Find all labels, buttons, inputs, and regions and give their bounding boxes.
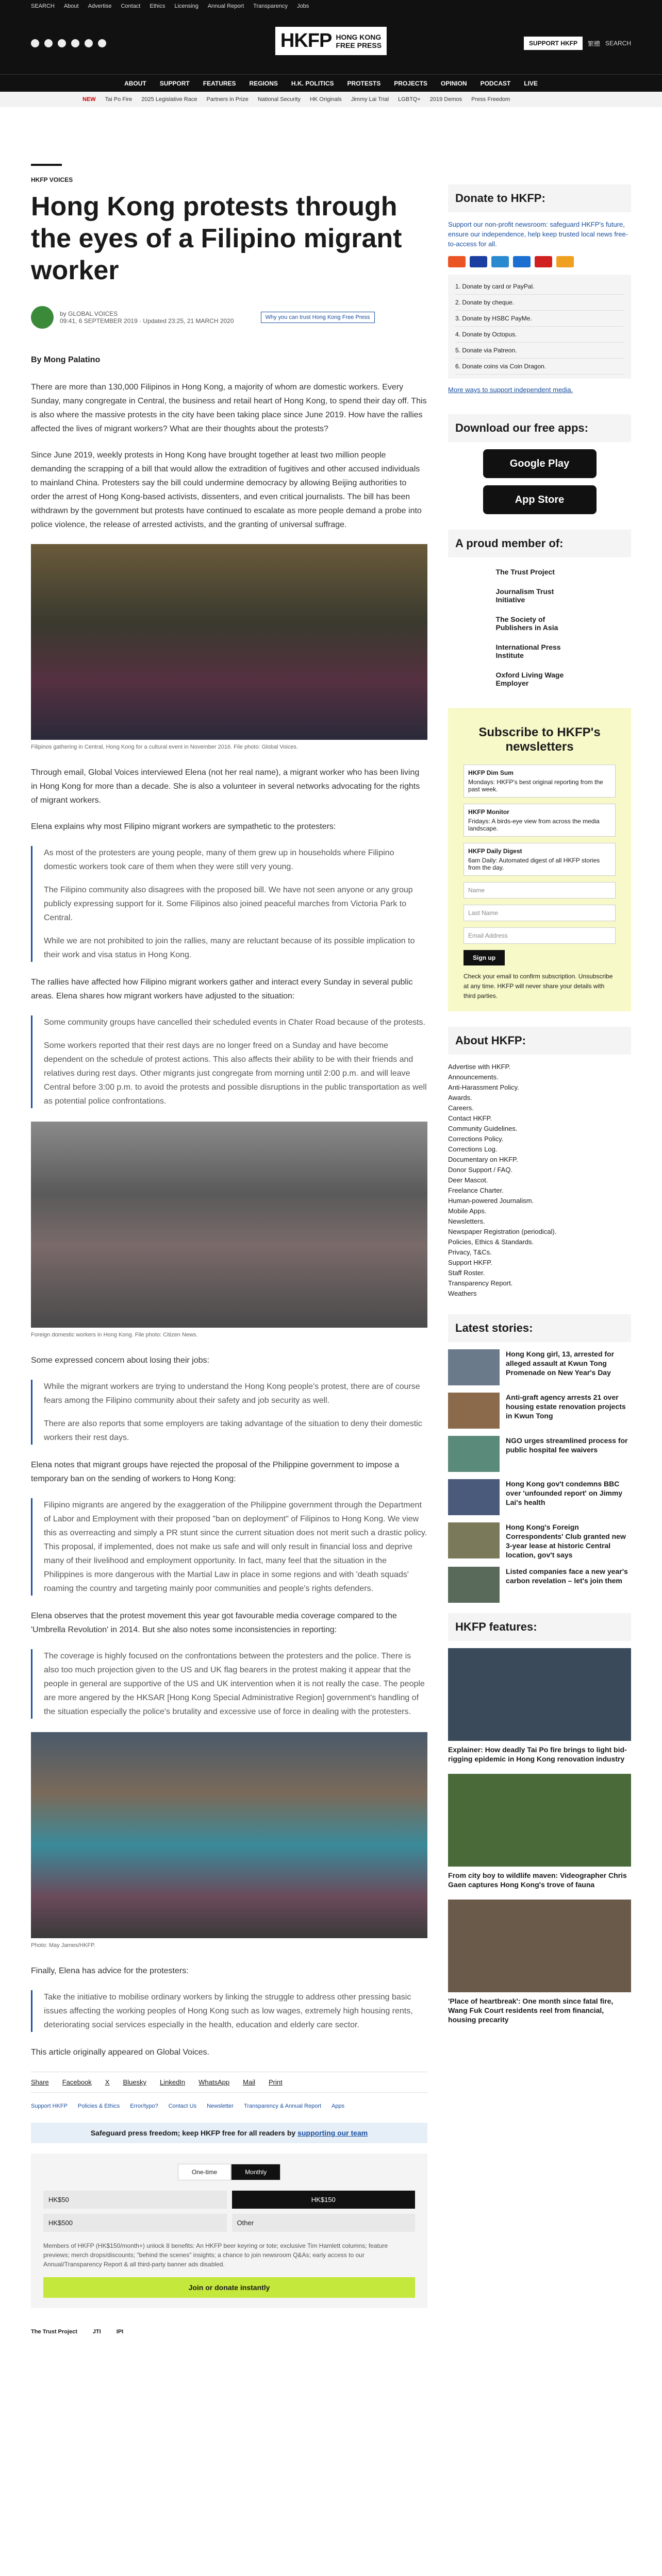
newsletter-name: HKFP Daily Digest bbox=[468, 848, 522, 855]
article-title: Hong Kong protests through the eyes of a Filipino migrant worker bbox=[31, 192, 402, 285]
story-thumbnail bbox=[448, 1567, 500, 1603]
quote-text: Take the initiative to mobilise ordinary workers by linking the struggle to address other pressing basic issues affecting the working peoples of Hong Kong such as low wages, extremely high housing rents, deteriorating social services especially in the health, education and elderly care sector. bbox=[44, 1993, 413, 2029]
share-bluesky[interactable]: Bluesky bbox=[123, 2078, 146, 2086]
quote-text: While the migrant workers are trying to understand the Hong Kong people's protest, there are of course fears among the Filipino community about their safety and job security as well. bbox=[44, 1382, 420, 1405]
feature-title[interactable]: From city boy to wildlife maven: Videographer Chris Gaen captures Hong Kong's trove of fauna bbox=[448, 1871, 627, 1889]
byline-org[interactable]: by GLOBAL VOICES bbox=[60, 310, 118, 317]
trend-link[interactable]: Jimmy Lai Trial bbox=[351, 96, 389, 103]
quote-text: Some community groups have cancelled their scheduled events in Chater Road because of the protests. bbox=[44, 1018, 425, 1027]
trend-link[interactable]: National Security bbox=[257, 96, 301, 103]
share-bar bbox=[31, 2072, 427, 2093]
latest-story[interactable] bbox=[448, 1479, 631, 1515]
latest-story[interactable] bbox=[448, 1522, 631, 1560]
new-badge: NEW bbox=[82, 96, 96, 103]
card-icon bbox=[448, 256, 466, 267]
footer-link[interactable]: Support HKFP bbox=[31, 2103, 68, 2109]
header-search-link[interactable]: SEARCH bbox=[605, 40, 631, 47]
about-link[interactable]: Corrections Policy. bbox=[448, 1135, 504, 1143]
donate-step[interactable]: 4. Donate by Octopus. bbox=[455, 327, 624, 343]
donate-step[interactable]: 1. Donate by card or PayPal. bbox=[455, 279, 624, 295]
paragraph: Since June 2019, weekly protests in Hong Kong have brought together at least two million people demanding the scrapping of a bill that would allow the extradition of fugitives and other accused individuals to mainland China. Protesters say the bill could undermine democracy by allowing Beijing authorities to order the arrest of Hong Kong-based activists, dissenters, and even critical journalists. The bill has been withdrawn by the government but protests have continued to escalate as more people demand a probe into police violence, the release of arrested activists, and the granting of universal suffrage. bbox=[31, 451, 422, 529]
about-widget-title: About HKFP: bbox=[448, 1027, 631, 1055]
nav-politics[interactable]: H.K. POLITICS bbox=[291, 79, 334, 87]
amount-option[interactable]: HK$500 bbox=[43, 2214, 227, 2232]
paragraph: There are more than 130,000 Filipinos in Hong Kong, a majority of whom are domestic workers. Every Sunday, many congregate in Central, the business and retail heart of Hong Kong, to spend their day off. This is also where the massive protests in the city have been taking place since June 2019. How have the rallies affected the lives of migrant workers? What are their thoughts about the protests? bbox=[31, 383, 427, 433]
nav-about[interactable]: ABOUT bbox=[124, 79, 146, 87]
story-title[interactable]: Listed companies face a new year's carbon revelation – let's join them bbox=[506, 1567, 628, 1585]
about-link[interactable]: Transparency Report. bbox=[448, 1279, 513, 1287]
member-logo[interactable]: International Press Institute bbox=[495, 643, 561, 659]
about-link[interactable]: Human-powered Journalism. bbox=[448, 1197, 534, 1205]
newsletter-note: Check your email to confirm subscription. Unsubscribe at any time. HKFP will never share your details with third parties. bbox=[464, 973, 613, 999]
article-kicker[interactable]: HKFP VOICES bbox=[31, 176, 73, 183]
feature-image bbox=[448, 1774, 631, 1867]
youtube-icon[interactable] bbox=[71, 39, 79, 47]
top-link-about[interactable]: About bbox=[63, 3, 79, 9]
top-bar bbox=[0, 0, 662, 12]
donate-step[interactable]: 3. Donate by HSBC PayMe. bbox=[455, 311, 624, 327]
member-logo[interactable]: The Society of Publishers in Asia bbox=[495, 615, 558, 632]
article-footer-links bbox=[31, 2103, 427, 2109]
paragraph: Through email, Global Voices interviewed Elena (not her real name), a migrant worker who has been living in Hong Kong for more than a decade. She is also a volunteer in several networks advocating for the rights of migrant workers. bbox=[31, 768, 420, 805]
quote-text: Filipino migrants are angered by the exaggeration of the Philippine government through the Department of Labor and Employment with their proposed "ban on deployment" of Filipinos to Hong Kong. We view this as overreacting and simply a PR stunt since the current situation does not merit such a drastic policy. This proposal, if implemented, does not make us safe and will only result in financial loss and deprive many of their livelihood and employment opportunity. In fact, many feel that the situation in the Philippines is more dangerous with the Martial Law in place in some regions and with 'death squads' roaming the country and targeting mainly poor communities and people's rights defenders. bbox=[44, 1501, 427, 1593]
about-link[interactable]: Freelance Charter. bbox=[448, 1187, 504, 1194]
top-link-ethics[interactable]: Ethics bbox=[150, 3, 166, 9]
quote-block bbox=[31, 1015, 427, 1108]
global-voices-avatar bbox=[31, 306, 54, 329]
apps-widget-title: Download our free apps: bbox=[448, 414, 631, 442]
join-donate-button[interactable]: Join or donate instantly bbox=[43, 2277, 415, 2298]
paragraph: This article originally appeared on Global Voices. bbox=[31, 2048, 209, 2057]
story-thumbnail bbox=[448, 1349, 500, 1385]
donate-step[interactable]: 6. Donate coins via Coin Dragon. bbox=[455, 359, 624, 375]
quote-text: The Filipino community also disagrees with the proposed bill. We have not seen anyone or any group publicly expressing support for it. Some Filipinos also joined peaceful marches from Victoria Park to Central. bbox=[44, 886, 413, 922]
donation-box bbox=[31, 2154, 427, 2308]
story-title[interactable]: Anti-graft agency arrests 21 over housing estate renovation projects in Kwun Tong bbox=[506, 1393, 626, 1420]
donate-step[interactable]: 5. Donate via Patreon. bbox=[455, 343, 624, 359]
feature-story[interactable] bbox=[448, 1900, 631, 2024]
latest-story[interactable] bbox=[448, 1349, 631, 1385]
paragraph: Some expressed concern about losing their jobs: bbox=[31, 1356, 209, 1365]
trend-link[interactable]: HK Originals bbox=[309, 96, 342, 103]
nav-protests[interactable]: PROTESTS bbox=[347, 79, 381, 87]
story-title[interactable]: Hong Kong gov't condemns BBC over 'unfounded report' on Jimmy Lai's health bbox=[506, 1480, 623, 1506]
about-link[interactable]: Staff Roster. bbox=[448, 1269, 485, 1277]
footer-link[interactable]: Error/typo? bbox=[130, 2103, 158, 2109]
photo-caption: Foreign domestic workers in Hong Kong. File photo: Citizen News. bbox=[31, 1332, 198, 1338]
about-link[interactable]: Contact HKFP. bbox=[448, 1114, 492, 1122]
share-linkedin[interactable]: LinkedIn bbox=[160, 2078, 186, 2086]
app-store-button[interactable]: App Store bbox=[483, 485, 597, 514]
paragraph: Elena observes that the protest movement this year got favourable media coverage compared to the 'Umbrella Revolution' in 2014. But she also notes some inconsistencies in reporting: bbox=[31, 1612, 397, 1634]
article bbox=[31, 107, 427, 2335]
site-header bbox=[0, 12, 662, 74]
partner-logo[interactable]: IPI bbox=[116, 2329, 124, 2335]
nav-regions[interactable]: REGIONS bbox=[249, 79, 278, 87]
share-whatsapp[interactable]: WhatsApp bbox=[198, 2078, 230, 2086]
about-link[interactable]: Support HKFP. bbox=[448, 1259, 492, 1266]
quote-block bbox=[31, 1649, 427, 1719]
about-link[interactable]: Community Guidelines. bbox=[448, 1125, 518, 1132]
nav-projects[interactable]: PROJECTS bbox=[394, 79, 427, 87]
partner-logos bbox=[31, 2329, 427, 2335]
social-icons bbox=[31, 39, 106, 47]
newsletter-option[interactable] bbox=[464, 804, 616, 837]
donate-widget-title: Donate to HKFP: bbox=[448, 184, 631, 212]
share-facebook[interactable]: Facebook bbox=[62, 2078, 92, 2086]
paragraph: The rallies have affected how Filipino migrant workers gather and interact every Sunday in several public areas. Elena shares how migrant workers have adjusted to the situation: bbox=[31, 978, 413, 1001]
about-link[interactable]: Newsletters. bbox=[448, 1217, 485, 1225]
feature-image bbox=[448, 1900, 631, 1992]
quote-block bbox=[31, 1498, 427, 1596]
partner-logo[interactable]: The Trust Project bbox=[31, 2329, 77, 2335]
about-link[interactable]: Documentary on HKFP. bbox=[448, 1156, 518, 1163]
trend-link[interactable]: Tai Po Fire bbox=[105, 96, 133, 103]
freq-one-time[interactable]: One-time bbox=[178, 2164, 231, 2180]
facebook-icon[interactable] bbox=[31, 39, 39, 47]
newsletter-name: HKFP Monitor bbox=[468, 808, 509, 816]
quote-block bbox=[31, 846, 427, 962]
top-link-licensing[interactable]: Licensing bbox=[174, 3, 198, 9]
story-thumbnail bbox=[448, 1479, 500, 1515]
newsletter-desc: Mondays: HKFP's best original reporting from the past week. bbox=[468, 778, 603, 793]
donate-step[interactable]: 2. Donate by cheque. bbox=[455, 295, 624, 311]
about-link[interactable]: Policies, Ethics & Standards. bbox=[448, 1238, 534, 1246]
safeguard-banner bbox=[31, 2123, 427, 2143]
amount-option-selected[interactable]: HK$150 bbox=[232, 2191, 416, 2209]
photo-domestic-workers bbox=[31, 1122, 427, 1328]
quote-text: While we are not prohibited to join the rallies, many are reluctant because of its possible implication to their work and visa status in Hong Kong. bbox=[44, 937, 415, 959]
nav-opinion[interactable]: OPINION bbox=[440, 79, 467, 87]
trend-link[interactable]: LGBTQ+ bbox=[398, 96, 421, 103]
newsletter-box bbox=[448, 708, 631, 1011]
visa-icon bbox=[470, 256, 487, 267]
trending-bar bbox=[0, 92, 662, 107]
latest-story[interactable] bbox=[448, 1436, 631, 1472]
newsletter-desc: Fridays: A birds-eye view from across the media landscape. bbox=[468, 818, 600, 832]
main-nav bbox=[0, 74, 662, 92]
feature-title[interactable]: 'Place of heartbreak': One month since fatal fire, Wang Fuk Court residents reel from financial, housing precarity bbox=[448, 1997, 614, 2024]
member-logo[interactable]: Oxford Living Wage Employer bbox=[495, 671, 564, 687]
article-date: 09:41, 6 SEPTEMBER 2019 · Updated 23:25, 21 MARCH 2020 bbox=[60, 317, 234, 325]
language-toggle[interactable]: 繁體 bbox=[587, 40, 600, 47]
paragraph: Finally, Elena has advice for the protesters: bbox=[31, 1967, 189, 1975]
share-print[interactable]: Print bbox=[268, 2078, 283, 2086]
photo-umbrella-protest bbox=[31, 1732, 427, 1938]
about-links bbox=[448, 1062, 631, 1299]
nav-features[interactable]: FEATURES bbox=[203, 79, 236, 87]
about-link[interactable]: Deer Mascot. bbox=[448, 1176, 488, 1184]
name-field[interactable]: Name bbox=[464, 882, 616, 899]
trend-link[interactable]: 2025 Legislative Race bbox=[141, 96, 197, 103]
signup-button[interactable]: Sign up bbox=[464, 950, 505, 965]
feature-image bbox=[448, 1648, 631, 1741]
paypal-icon bbox=[513, 256, 531, 267]
safeguard-link[interactable]: supporting our team bbox=[297, 2129, 368, 2137]
trust-link[interactable]: Why you can trust Hong Kong Free Press bbox=[261, 312, 375, 323]
trend-link[interactable]: Partners in Prize bbox=[206, 96, 249, 103]
donate-steps bbox=[448, 275, 631, 379]
top-link-annual-report[interactable]: Annual Report bbox=[207, 3, 244, 9]
share-x[interactable]: X bbox=[105, 2078, 110, 2086]
feature-story[interactable] bbox=[448, 1648, 631, 1764]
newsletter-desc: 6am Daily: Automated digest of all HKFP stories from the day. bbox=[468, 857, 600, 871]
octopus-icon bbox=[556, 256, 574, 267]
paragraph: Elena notes that migrant groups have rejected the proposal of the Philippine government to impose a temporary ban on the sending of workers to Hong Kong: bbox=[31, 1461, 400, 1483]
nav-podcast[interactable]: PODCAST bbox=[480, 79, 511, 87]
footer-link[interactable]: Newsletter bbox=[207, 2103, 234, 2109]
photo-caption: Photo: May James/HKFP. bbox=[31, 1942, 96, 1948]
about-link[interactable]: Careers. bbox=[448, 1104, 474, 1112]
about-link[interactable]: Advertise with HKFP. bbox=[448, 1063, 511, 1071]
member-logos bbox=[448, 568, 631, 687]
payment-icons bbox=[448, 256, 631, 267]
support-hkfp-button[interactable]: SUPPORT HKFP bbox=[524, 37, 583, 50]
amount-option[interactable]: HK$50 bbox=[43, 2191, 227, 2209]
amount-option[interactable]: Other bbox=[232, 2214, 416, 2232]
byline bbox=[31, 302, 427, 333]
site-logo[interactable] bbox=[275, 27, 387, 55]
top-link-advertise[interactable]: Advertise bbox=[88, 3, 112, 9]
about-link[interactable]: Corrections Log. bbox=[448, 1145, 498, 1153]
logo-mark: HKFP bbox=[280, 30, 332, 52]
x-icon[interactable] bbox=[44, 39, 53, 47]
logo-line-1: HONG KONG bbox=[336, 32, 382, 41]
share-mail[interactable]: Mail bbox=[243, 2078, 255, 2086]
rss-icon[interactable] bbox=[98, 39, 106, 47]
features-widget-title: HKFP features: bbox=[448, 1613, 631, 1641]
top-link-contact[interactable]: Contact bbox=[121, 3, 141, 9]
newsletter-title: Subscribe to HKFP's newsletters bbox=[478, 725, 601, 754]
newsletter-option[interactable] bbox=[464, 765, 616, 798]
about-link[interactable]: Anti-Harassment Policy. bbox=[448, 1083, 519, 1091]
member-logo[interactable]: The Trust Project bbox=[495, 568, 555, 576]
about-link[interactable]: Announcements. bbox=[448, 1073, 499, 1081]
about-link[interactable]: Privacy, T&Cs. bbox=[448, 1248, 492, 1256]
story-thumbnail bbox=[448, 1522, 500, 1558]
quote-text: As most of the protesters are young people, many of them grew up in households where Filipino domestic workers took care of them when they were still very young. bbox=[44, 849, 394, 871]
footer-link[interactable]: Apps bbox=[332, 2103, 345, 2109]
amex-icon bbox=[491, 256, 509, 267]
quote-text: The coverage is highly focused on the confrontations between the protesters and the police. There is also too much projection given to the US and UK flag bearers in the protest making it appear that the people in general are supportive of the US and UK intervention when it is not really the case. The people are more angered by the HKSAR [Hong Kong Special Administrative Region] government's handling of the situation especially the police's brutality and excessive use of force in dealing with the protesters. bbox=[44, 1652, 425, 1716]
nav-live[interactable]: LIVE bbox=[524, 79, 538, 87]
story-title[interactable]: NGO urges streamlined process for public hospital fee waivers bbox=[506, 1436, 628, 1454]
quote-block bbox=[31, 1990, 427, 2032]
about-link[interactable]: Awards. bbox=[448, 1094, 472, 1101]
top-search-link[interactable]: SEARCH bbox=[31, 3, 55, 9]
top-link-jobs[interactable]: Jobs bbox=[297, 3, 309, 9]
member-widget-title: A proud member of: bbox=[448, 530, 631, 557]
trend-link[interactable]: Press Freedom bbox=[471, 96, 510, 103]
newsletter-option[interactable] bbox=[464, 843, 616, 876]
freq-monthly[interactable]: Monthly bbox=[231, 2164, 280, 2180]
trend-link[interactable]: 2019 Demos bbox=[429, 96, 462, 103]
photo-filipinos-central bbox=[31, 544, 427, 740]
safeguard-text: Safeguard press freedom; keep HKFP free for all readers by bbox=[90, 2129, 296, 2137]
latest-story[interactable] bbox=[448, 1393, 631, 1429]
author-name: By Mong Palatino bbox=[31, 355, 101, 364]
feature-story[interactable] bbox=[448, 1774, 631, 1889]
more-ways-link[interactable]: More ways to support independent media. bbox=[448, 386, 573, 394]
member-logo[interactable]: Journalism Trust Initiative bbox=[495, 587, 554, 604]
top-link-transparency[interactable]: Transparency bbox=[253, 3, 288, 9]
about-link[interactable]: Donor Support / FAQ. bbox=[448, 1166, 513, 1174]
latest-widget-title: Latest stories: bbox=[448, 1314, 631, 1342]
google-play-button[interactable]: Google Play bbox=[483, 449, 597, 478]
newsletter-name: HKFP Dim Sum bbox=[468, 769, 514, 776]
feature-title[interactable]: Explainer: How deadly Tai Po fire brings to light bid-rigging epidemic in Hong Kong renovation industry bbox=[448, 1745, 627, 1763]
footer-link[interactable]: Transparency & Annual Report bbox=[244, 2103, 322, 2109]
story-title[interactable]: Hong Kong's Foreign Correspondents' Club granted new 3-year lease at historic Central location, gov't says bbox=[506, 1523, 626, 1559]
linkedin-icon[interactable] bbox=[85, 39, 93, 47]
partner-logo[interactable]: JTI bbox=[92, 2329, 101, 2335]
logo-line-2: FREE PRESS bbox=[336, 41, 382, 49]
story-thumbnail bbox=[448, 1393, 500, 1429]
sidebar bbox=[448, 107, 631, 2335]
quote-block bbox=[31, 1380, 427, 1445]
instagram-icon[interactable] bbox=[58, 39, 66, 47]
footer-link[interactable]: Policies & Ethics bbox=[77, 2103, 120, 2109]
payme-icon bbox=[535, 256, 552, 267]
story-thumbnail bbox=[448, 1436, 500, 1472]
nav-support[interactable]: SUPPORT bbox=[159, 79, 190, 87]
share-label: Share bbox=[31, 2078, 49, 2086]
donate-text: Support our non-profit newsroom: safeguard HKFP's future, ensure our independence, help keep trusted local news free-to-access for all. bbox=[448, 221, 628, 248]
latest-story[interactable] bbox=[448, 1567, 631, 1603]
title-rule bbox=[31, 164, 62, 166]
quote-text: There are also reports that some employers are taking advantage of the situation to deny their domestic workers their rest days. bbox=[44, 1419, 422, 1442]
email-field[interactable]: Email Address bbox=[464, 927, 616, 944]
photo-caption: Filipinos gathering in Central, Hong Kong for a cultural event in November 2016. File photo: Global Voices. bbox=[31, 744, 298, 750]
story-title[interactable]: Hong Kong girl, 13, arrested for alleged assault at Kwun Tong Promenade on New Year's Day bbox=[506, 1350, 615, 1377]
about-link[interactable]: Newspaper Registration (periodical). bbox=[448, 1228, 557, 1235]
about-link[interactable]: Mobile Apps. bbox=[448, 1207, 487, 1215]
paragraph: Elena explains why most Filipino migrant workers are sympathetic to the protesters: bbox=[31, 822, 336, 831]
about-link[interactable]: Weathers bbox=[448, 1290, 477, 1297]
footer-link[interactable]: Contact Us bbox=[168, 2103, 197, 2109]
membership-note: Members of HKFP (HK$150/month+) unlock 8 benefits: An HKFP beer keyring or tote; exclusive Tim Hamlett columns; feature previews; merch drops/discounts; "behind the scenes" insights; a chance to join newsroom Q&As; early access to our Annual/Transparency Report & all third-party banner ads disabled. bbox=[43, 2242, 388, 2268]
last-name-field[interactable]: Last Name bbox=[464, 905, 616, 921]
quote-text: Some workers reported that their rest days are no longer freed on a Sunday and have become dependent on the schedule of protest actions. This also affects their ability to be with their friends and relatives during rest days. Other migrants just congregate from morning until 2:00 p.m. and will leave Central before 3:00 p.m. to avoid the protests and possible disruptions in the public transportation as well as potential police confrontations. bbox=[44, 1041, 427, 1106]
